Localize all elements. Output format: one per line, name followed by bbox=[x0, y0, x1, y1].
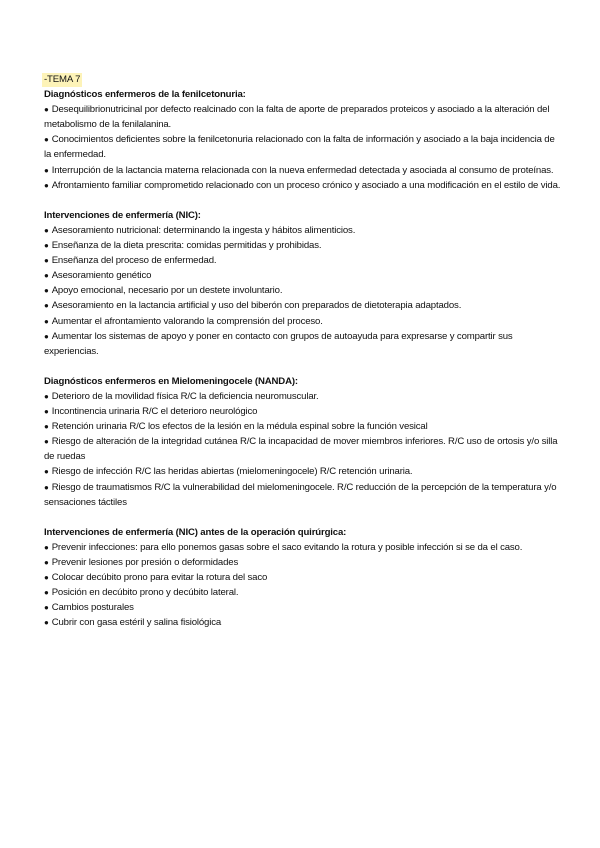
list-item bbox=[44, 163, 564, 178]
list-item-text: ● Riesgo de infección R/C las heridas abiertas (mielomeningocele) R/C retención urinaria. bbox=[44, 466, 412, 477]
bullet-list bbox=[44, 389, 564, 510]
list-item-text: ● Prevenir lesiones por presión o deformidades bbox=[44, 557, 238, 568]
tema-label-row bbox=[44, 72, 564, 87]
list-item bbox=[44, 585, 564, 600]
list-item bbox=[44, 268, 564, 283]
tema-label: -TEMA 7 bbox=[44, 74, 81, 85]
list-item-text: ● Aumentar los sistemas de apoyo y poner en contacto con grupos de autoayuda para expresarse y compartir sus experiencias. bbox=[44, 331, 513, 357]
list-item-text: ● Enseñanza de la dieta prescrita: comidas permitidas y prohibidas. bbox=[44, 240, 321, 251]
list-item bbox=[44, 615, 564, 630]
section-fenilcetonuria-diagnosticos bbox=[44, 87, 564, 193]
list-item-text: ● Asesoramiento nutricional: determinando la ingesta y hábitos alimenticios. bbox=[44, 225, 355, 236]
list-item bbox=[44, 419, 564, 434]
section-mielomeningocele-intervenciones bbox=[44, 525, 564, 631]
list-item bbox=[44, 464, 564, 479]
list-item bbox=[44, 102, 564, 132]
list-item-text: ● Retención urinaria R/C los efectos de la lesión en la médula espinal sobre la función vesical bbox=[44, 421, 428, 432]
list-item-text: ● Prevenir infecciones: para ello ponemos gasas sobre el saco evitando la rotura y posible infección si se da el caso. bbox=[44, 542, 522, 553]
document-page bbox=[44, 72, 564, 630]
list-item-text: ● Conocimientos deficientes sobre la fenilcetonuria relacionado con la falta de información y asociado a la baja incidencia de la enfermedad. bbox=[44, 134, 555, 160]
list-item-text: ● Colocar decúbito prono para evitar la rotura del saco bbox=[44, 572, 267, 583]
list-item bbox=[44, 238, 564, 253]
list-item bbox=[44, 223, 564, 238]
list-item-text: ● Enseñanza del proceso de enfermedad. bbox=[44, 255, 216, 266]
list-item-text: ● Deterioro de la movilidad física R/C la deficiencia neuromuscular. bbox=[44, 391, 319, 402]
section-fenilcetonuria-intervenciones bbox=[44, 208, 564, 359]
list-item-text: ● Desequilibrionutricinal por defecto realcinado con la falta de aporte de preparados proteicos y asociado a la alteración del metabolismo de la fenilalanina. bbox=[44, 104, 549, 130]
list-item bbox=[44, 480, 564, 510]
bullet-list bbox=[44, 540, 564, 631]
list-item bbox=[44, 600, 564, 615]
list-item-text: ● Asesoramiento genético bbox=[44, 270, 151, 281]
list-item-text: ● Asesoramiento en la lactancia artificial y uso del biberón con preparados de dietoterapia adaptados. bbox=[44, 300, 461, 311]
list-item bbox=[44, 570, 564, 585]
list-item bbox=[44, 404, 564, 419]
list-item bbox=[44, 178, 564, 193]
list-item bbox=[44, 434, 564, 464]
list-item bbox=[44, 329, 564, 359]
list-item bbox=[44, 555, 564, 570]
list-item bbox=[44, 389, 564, 404]
list-item-text: ● Riesgo de traumatismos R/C la vulnerabilidad del mielomeningocele. R/C reducción de la percepción de la temperatura y/o sensaciones táctiles bbox=[44, 482, 556, 508]
list-item-text: ● Cambios posturales bbox=[44, 602, 134, 613]
list-item-text: ● Aumentar el afrontamiento valorando la comprensión del proceso. bbox=[44, 316, 323, 327]
list-item bbox=[44, 132, 564, 162]
list-item-text: ● Afrontamiento familiar comprometido relacionado con un proceso crónico y asociado a una modificación en el estilo de vida. bbox=[44, 180, 560, 191]
section-heading: Diagnósticos enfermeros en Mielomeningocele (NANDA): bbox=[44, 375, 298, 387]
list-item bbox=[44, 283, 564, 298]
list-item-text: ● Riesgo de alteración de la integridad cutánea R/C la incapacidad de mover miembros inferiores. R/C uso de ortosis y/o silla de ruedas bbox=[44, 436, 557, 462]
list-item bbox=[44, 540, 564, 555]
section-mielomeningocele-diagnosticos bbox=[44, 374, 564, 510]
list-item bbox=[44, 253, 564, 268]
list-item-text: ● Posición en decúbito prono y decúbito lateral. bbox=[44, 587, 238, 598]
section-heading: Intervenciones de enfermería (NIC) antes de la operación quirúrgica: bbox=[44, 526, 347, 538]
section-heading: Intervenciones de enfermería (NIC): bbox=[44, 209, 201, 221]
bullet-list bbox=[44, 223, 564, 359]
list-item bbox=[44, 298, 564, 313]
list-item-text: ● Incontinencia urinaria R/C el deterioro neurológico bbox=[44, 406, 257, 417]
bullet-list bbox=[44, 102, 564, 193]
list-item-text: ● Cubrir con gasa estéril y salina fisiológica bbox=[44, 617, 221, 628]
list-item bbox=[44, 314, 564, 329]
section-heading: Diagnósticos enfermeros de la fenilcetonuria: bbox=[44, 89, 246, 101]
list-item-text: ● Apoyo emocional, necesario por un destete involuntario. bbox=[44, 285, 282, 296]
list-item-text: ● Interrupción de la lactancia materna relacionada con la nueva enfermedad detectada y asociada al consumo de proteínas. bbox=[44, 165, 553, 176]
